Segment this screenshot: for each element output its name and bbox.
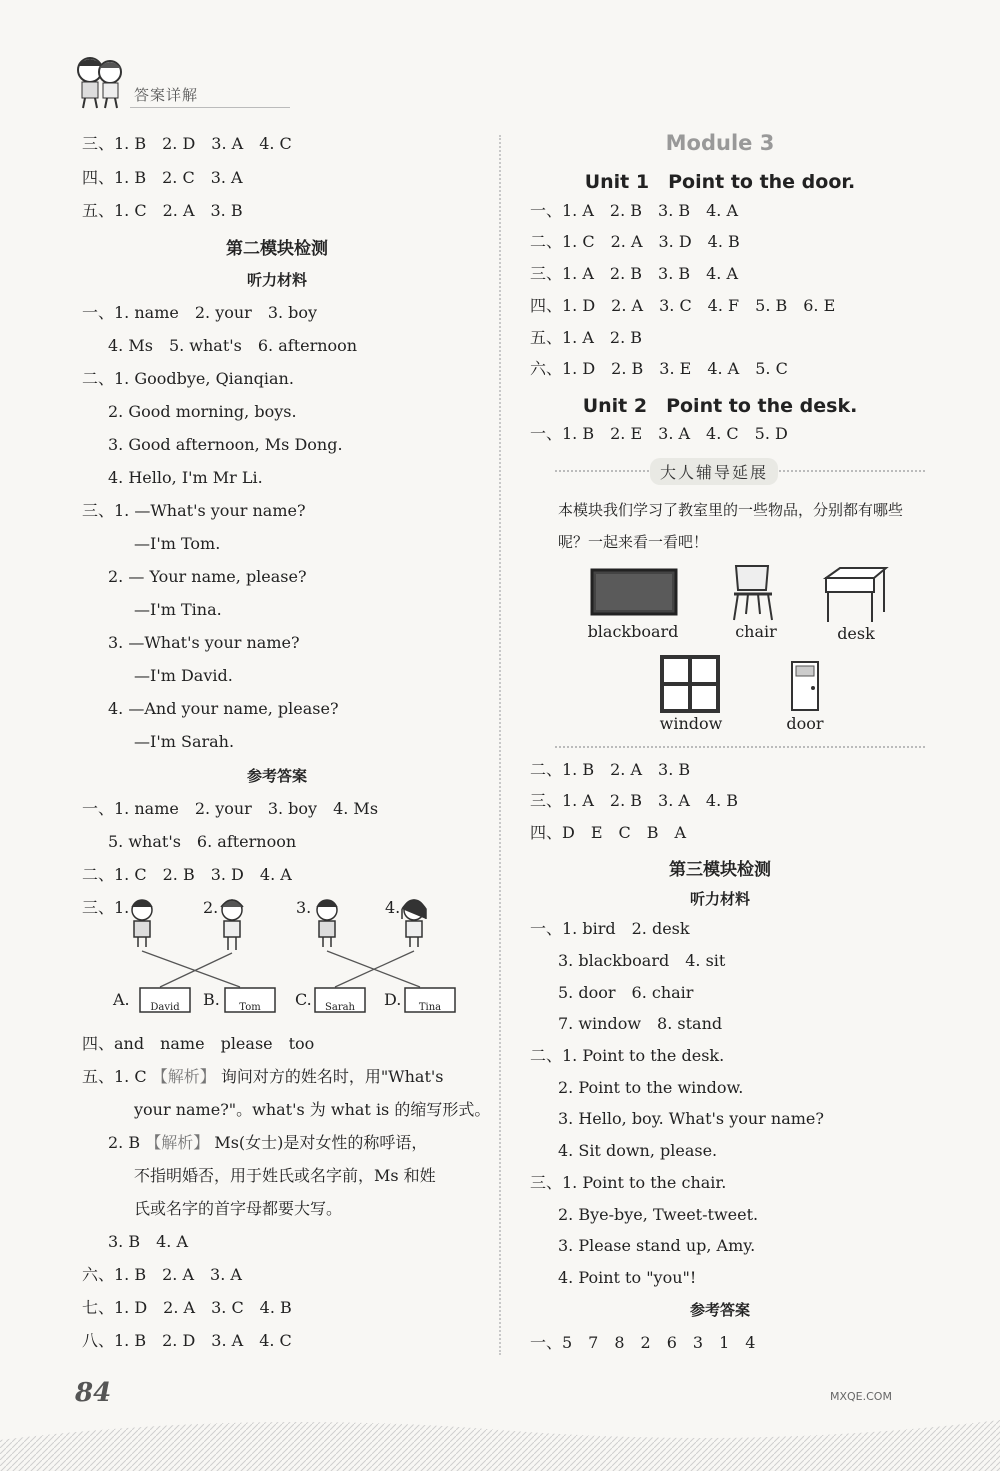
answer-head: 五、1. C xyxy=(82,1067,147,1086)
listening-line: 一、1. name 2. your 3. boy xyxy=(82,303,318,322)
page-number: 84 xyxy=(75,1378,112,1408)
desk-icon xyxy=(820,566,890,626)
object-label: desk xyxy=(837,624,875,643)
listening-line: —I'm Tom. xyxy=(134,534,221,553)
analysis-text: 氏或名字的首字母都要大写。 xyxy=(134,1199,343,1218)
footer-decoration xyxy=(0,1400,1000,1471)
answer-line: 五、1. A 2. B xyxy=(530,328,643,347)
listening-line: 2. Point to the window. xyxy=(558,1078,744,1097)
listening-line: 4. Point to "you"! xyxy=(558,1268,697,1287)
answer-line: 四、1. D 2. A 3. C 4. F 5. B 6. E xyxy=(530,296,836,315)
listening-line: 三、1. Point to the chair. xyxy=(530,1173,727,1192)
listening-line: —I'm Sarah. xyxy=(134,732,235,751)
answer-line: 二、1. C 2. A 3. D 4. B xyxy=(530,232,740,251)
unit-title: Unit 2 Point to the desk. xyxy=(582,395,858,417)
chair-icon xyxy=(728,562,778,622)
listening-line: 3. —What's your name? xyxy=(108,633,300,652)
tutor-box-text: 本模块我们学习了教室里的一些物品，分别都有哪些呢？一起来看一看吧！ xyxy=(558,501,904,551)
listening-line: 3. Please stand up, Amy. xyxy=(558,1236,756,1255)
option-letter: B. xyxy=(203,990,220,1009)
analysis-text: 不指明婚否，用于姓氏或名字前，Ms 和姓 xyxy=(134,1166,436,1185)
answer-line: 三、1. A 2. B 3. A 4. B xyxy=(530,791,739,810)
listening-line: 7. window 8. stand xyxy=(558,1014,723,1033)
answer-line: 八、1. B 2. D 3. A 4. C xyxy=(82,1331,292,1350)
door-icon xyxy=(790,660,822,712)
listening-line: 3. Hello, boy. What's your name? xyxy=(558,1109,824,1128)
analysis-tag: 【解析】 xyxy=(145,1133,210,1152)
answer-line: 二、1. B 2. A 3. B xyxy=(530,760,691,779)
answer-line: 二、1. C 2. B 3. D 4. A xyxy=(82,865,292,884)
object-label: window xyxy=(659,714,723,733)
cartoon-kids-icon xyxy=(70,52,130,110)
object-label: door xyxy=(786,714,824,733)
answer-line: 一、1. B 2. E 3. A 4. C 5. D xyxy=(530,424,788,443)
analysis-text: your name?"。what's 为 what is 的缩写形式。 xyxy=(134,1100,491,1119)
tutor-box-title: 大人辅导延展 xyxy=(650,458,778,485)
section-title: 第三模块检测 xyxy=(669,860,771,880)
kid-figure xyxy=(221,900,243,950)
answer-line: 一、1. A 2. B 3. B 4. A xyxy=(530,201,739,220)
listening-line: —I'm David. xyxy=(134,666,233,685)
answer-line: 一、1. name 2. your 3. boy 4. Ms xyxy=(82,799,379,818)
option-letter: D. xyxy=(384,990,402,1009)
answer-line: 5. what's 6. afternoon xyxy=(108,832,297,851)
listening-line: 4. Sit down, please. xyxy=(558,1141,718,1160)
module-title: Module 3 xyxy=(665,131,775,155)
name-tag: Tina xyxy=(418,1002,442,1013)
answer-line: 一、5 7 8 2 6 3 1 4 xyxy=(530,1333,756,1352)
answer-line: 六、1. B 2. A 3. A xyxy=(82,1265,242,1284)
listening-line: 2. Bye-bye, Tweet-tweet. xyxy=(558,1205,759,1224)
listening-line: 4. Hello, I'm Mr Li. xyxy=(108,468,263,487)
analysis-text: 询问对方的姓名时，用"What's xyxy=(220,1067,444,1086)
column-divider xyxy=(499,135,501,1355)
window-icon xyxy=(660,655,722,715)
unit-title: Unit 1 Point to the door. xyxy=(584,171,856,193)
subsection-title: 听力材料 xyxy=(246,271,307,289)
subsection-title: 听力材料 xyxy=(689,890,750,908)
section-title: 第二模块检测 xyxy=(226,239,328,259)
subsection-title: 参考答案 xyxy=(689,1301,750,1319)
kid-figure xyxy=(317,900,337,947)
analysis-text: Ms(女士)是对女性的称呼语， xyxy=(214,1133,428,1152)
answer-line: 3. B 4. A xyxy=(108,1232,189,1251)
listening-line: 2. — Your name, please? xyxy=(108,567,307,586)
blackboard-icon xyxy=(590,568,680,618)
analysis-tag: 【解析】 xyxy=(151,1067,216,1086)
answer-line xyxy=(108,1133,427,1153)
answer-line: 四、1. B 2. C 3. A xyxy=(82,168,243,187)
watermark-text: MXQE.COM xyxy=(830,1390,892,1403)
listening-line: 5. door 6. chair xyxy=(558,983,694,1002)
listening-line: 3. Good afternoon, Ms Dong. xyxy=(108,435,343,454)
matching-lines xyxy=(142,951,420,987)
name-tag: Tom xyxy=(239,1002,261,1013)
listening-line: 二、1. Point to the desk. xyxy=(530,1046,725,1065)
box-bottom-rule xyxy=(555,746,925,748)
header-label: 答案详解 xyxy=(134,86,199,104)
header-rule xyxy=(130,107,290,108)
listening-line: 2. Good morning, boys. xyxy=(108,402,297,421)
object-label: blackboard xyxy=(587,622,679,641)
kid-number: 3. xyxy=(296,898,312,917)
listening-line: 4. Ms 5. what's 6. afternoon xyxy=(108,336,358,355)
answer-line: 七、1. D 2. A 3. C 4. B xyxy=(82,1298,292,1317)
kid-number: 4. xyxy=(385,898,401,917)
name-tag: Sarah xyxy=(325,1002,355,1013)
listening-line: 4. —And your name, please? xyxy=(108,699,339,718)
kid-figure xyxy=(402,900,426,947)
listening-line: 三、1. —What's your name? xyxy=(82,501,306,520)
listening-line: 一、1. bird 2. desk xyxy=(530,919,690,938)
answer-line: 四、and name please too xyxy=(82,1034,315,1053)
answer-line: 五、1. C 2. A 3. B xyxy=(82,201,243,220)
answer-line xyxy=(82,1067,444,1087)
kid-number: 2. xyxy=(203,898,219,917)
listening-line: —I'm Tina. xyxy=(134,600,222,619)
answer-line: 四、D E C B A xyxy=(530,823,687,842)
answer-line: 六、1. D 2. B 3. E 4. A 5. C xyxy=(530,359,788,378)
answer-head: 2. B xyxy=(108,1133,141,1152)
answer-line: 三、1. xyxy=(82,898,130,917)
name-tag: David xyxy=(150,1002,180,1013)
page-header xyxy=(70,52,300,112)
listening-line: 二、1. Goodbye, Qianqian. xyxy=(82,369,294,388)
option-letter: C. xyxy=(295,990,312,1009)
option-letter: A. xyxy=(113,990,130,1009)
kid-figure xyxy=(132,900,152,947)
object-label: chair xyxy=(735,622,777,641)
subsection-title: 参考答案 xyxy=(246,767,307,785)
listening-line: 3. blackboard 4. sit xyxy=(558,951,726,970)
answer-line: 三、1. B 2. D 3. A 4. C xyxy=(82,134,292,153)
answer-line: 三、1. A 2. B 3. B 4. A xyxy=(530,264,739,283)
